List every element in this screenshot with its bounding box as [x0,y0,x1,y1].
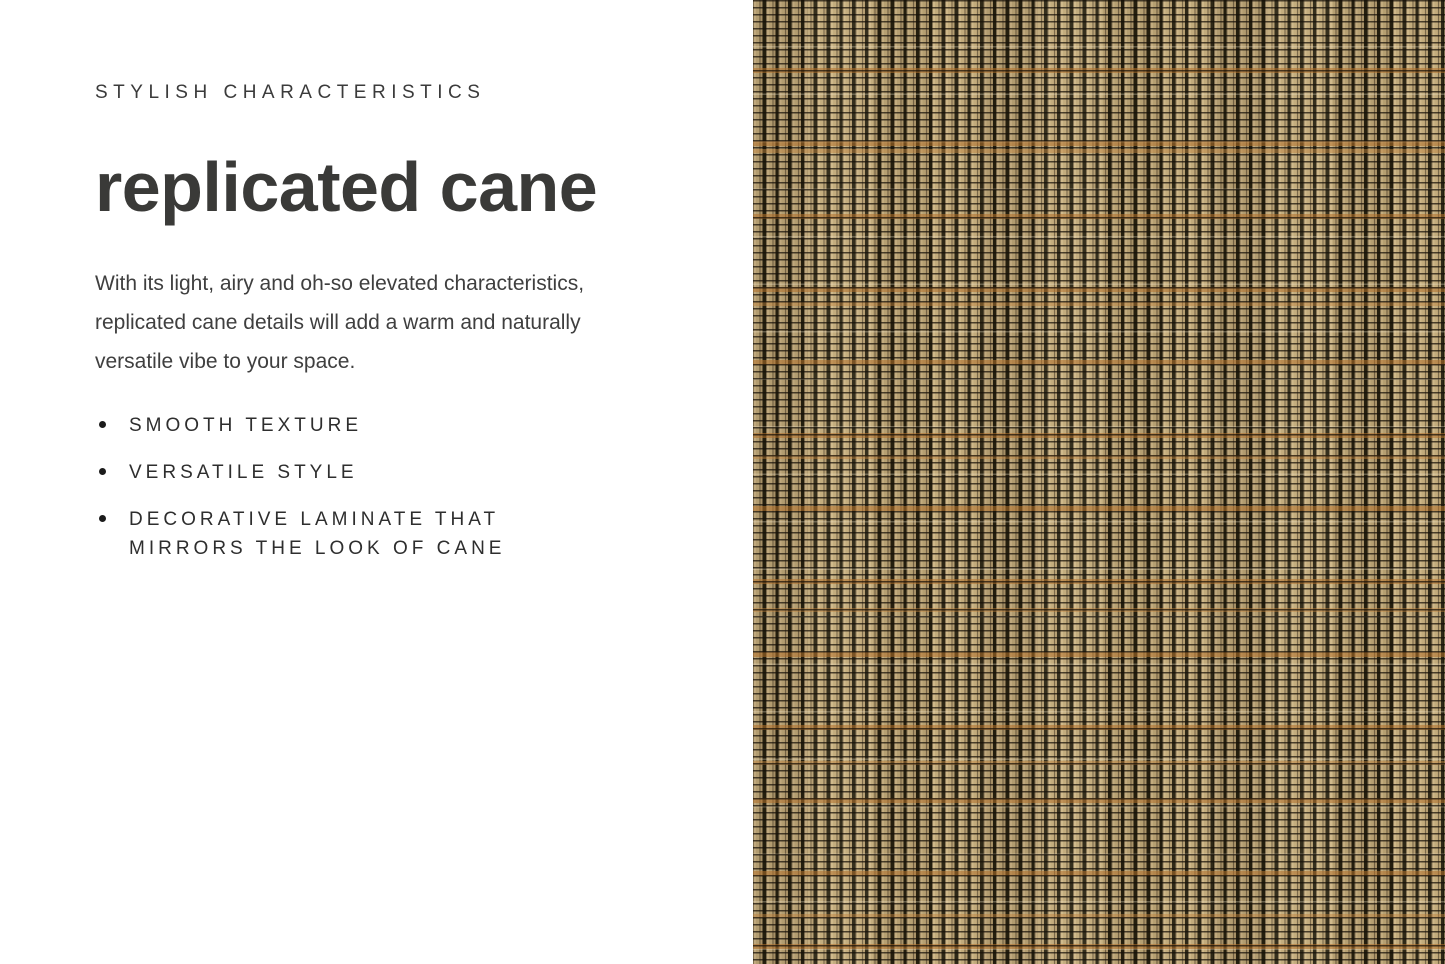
bullet-label: DECORATIVE LAMINATE THAT MIRRORS THE LOOK OF CANE [129,509,506,559]
list-item [95,411,693,440]
eyebrow-label: STYLISH CHARACTERISTICS [95,82,486,103]
list-item [95,458,693,487]
replicated-cane-texture-image [753,0,1445,964]
bullet-label: VERSATILE STYLE [129,462,358,483]
description-paragraph: With its light, airy and oh-so elevated characteristics, replicated cane details will add a warm and naturally versatile vibe to your space. [95,272,585,373]
list-item [95,505,693,563]
feature-bullet-list [95,411,693,563]
bullet-label: SMOOTH TEXTURE [129,415,362,436]
bullet-dot-icon [99,468,106,475]
bullet-dot-icon [99,421,106,428]
page-title: replicated cane [95,148,598,226]
bullet-dot-icon [99,515,106,522]
